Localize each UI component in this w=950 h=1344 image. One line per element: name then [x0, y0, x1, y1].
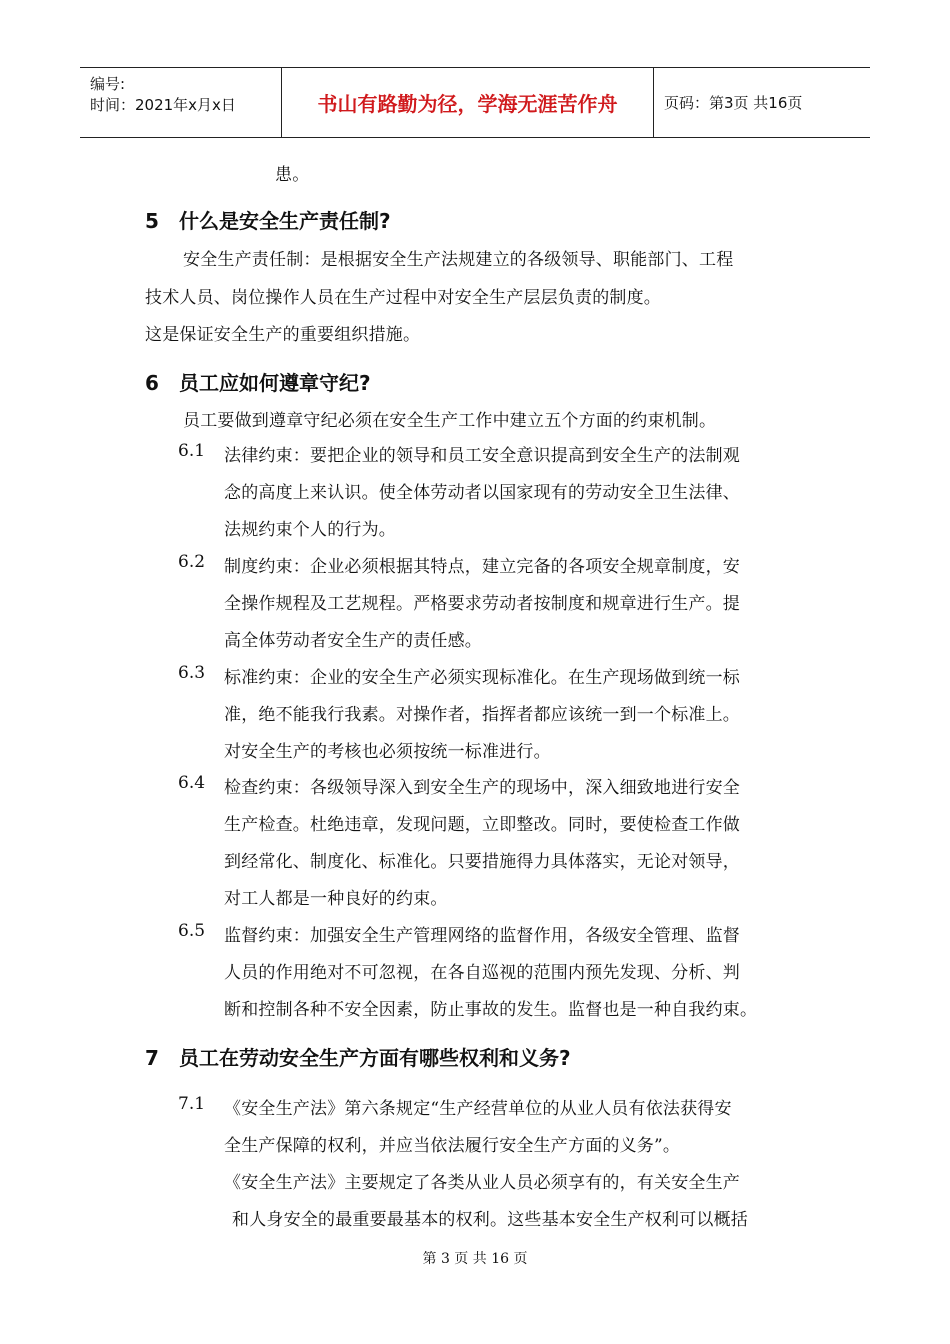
- subsection-line: 人员的作用绝对不可忽视，在各自巡视的范围内预先发现、分析、判: [224, 963, 740, 983]
- section-7-heading: [145, 1042, 571, 1071]
- section-title: 员工应如何遵章守纪?: [179, 371, 371, 395]
- header-motto: 书山有路勤为径，学海无涯苦作舟: [282, 68, 654, 137]
- section-5-heading: [145, 205, 391, 234]
- paragraph-line: 这是保证安全生产的重要组织措施。: [145, 325, 421, 345]
- section-number: 5: [145, 209, 159, 233]
- doc-time-label: 时间：2021年x月x日: [90, 96, 236, 114]
- subsection-number: 6.4: [178, 773, 206, 793]
- subsection-line: 断和控制各种不安全因素，防止事故的发生。监督也是一种自我约束。: [224, 1000, 758, 1020]
- section-title: 什么是安全生产责任制?: [179, 209, 391, 233]
- subsection-line: 检查约束：各级领导深入到安全生产的现场中，深入细致地进行安全: [224, 778, 740, 798]
- header-meta-cell: [80, 68, 282, 137]
- carry-over-line: 患。: [275, 165, 310, 185]
- subsection-number: 6.5: [178, 921, 206, 941]
- subsection-line: 到经常化、制度化、标准化。只要措施得力具体落实，无论对领导，: [224, 852, 740, 872]
- doc-number-label: 编号:: [90, 75, 126, 93]
- subsection-line: 全生产保障的权利，并应当依法履行安全生产方面的义务”。: [224, 1136, 681, 1156]
- section-number: 6: [145, 371, 159, 395]
- subsection-line: 全操作规程及工艺规程。严格要求劳动者按制度和规章进行生产。提: [224, 594, 740, 614]
- page-header: [80, 67, 870, 138]
- paragraph-line: 和人身安全的最重要最基本的权利。这些基本安全生产权利可以概括: [232, 1210, 748, 1230]
- subsection-line: 准，绝不能我行我素。对操作者，指挥者都应该统一到一个标准上。: [224, 705, 740, 725]
- paragraph-line: 安全生产责任制：是根据安全生产法规建立的各级领导、职能部门、工程: [183, 250, 734, 270]
- subsection-line: 制度约束：企业必须根据其特点，建立完备的各项安全规章制度，安: [224, 557, 740, 577]
- subsection-number: 6.2: [178, 552, 206, 572]
- subsection-line: 对工人都是一种良好的约束。: [224, 889, 448, 909]
- subsection-line: 《安全生产法》第六条规定“生产经营单位的从业人员有依法获得安: [224, 1099, 732, 1119]
- subsection-line: 对安全生产的考核也必须按统一标准进行。: [224, 742, 551, 762]
- subsection-line: 法律约束：要把企业的领导和员工安全意识提高到安全生产的法制观: [224, 446, 740, 466]
- section-6-heading: [145, 367, 371, 396]
- page-footer: 第 3 页 共 16 页: [422, 1251, 528, 1267]
- header-page-info: 页码：第3页 共16页: [664, 94, 803, 112]
- subsection-number: 7.1: [178, 1094, 206, 1114]
- subsection-line: 念的高度上来认识。使全体劳动者以国家现有的劳动安全卫生法律、: [224, 483, 740, 503]
- subsection-number: 6.1: [178, 441, 206, 461]
- subsection-line: 监督约束：加强安全生产管理网络的监督作用，各级安全管理、监督: [224, 926, 740, 946]
- section-title: 员工在劳动安全生产方面有哪些权利和义务?: [179, 1046, 571, 1070]
- subsection-number: 6.3: [178, 663, 206, 683]
- subsection-line: 标准约束：企业的安全生产必须实现标准化。在生产现场做到统一标: [224, 668, 740, 688]
- subsection-line: 法规约束个人的行为。: [224, 520, 396, 540]
- subsection-line: 生产检查。杜绝违章，发现问题，立即整改。同时，要使检查工作做: [224, 815, 740, 835]
- paragraph-line: 《安全生产法》主要规定了各类从业人员必须享有的，有关安全生产: [224, 1173, 740, 1193]
- paragraph-line: 员工要做到遵章守纪必须在安全生产工作中建立五个方面的约束机制。: [183, 411, 717, 431]
- subsection-line: 高全体劳动者安全生产的责任感。: [224, 631, 482, 651]
- paragraph-line: 技术人员、岗位操作人员在生产过程中对安全生产层层负责的制度。: [145, 288, 661, 308]
- section-number: 7: [145, 1046, 159, 1070]
